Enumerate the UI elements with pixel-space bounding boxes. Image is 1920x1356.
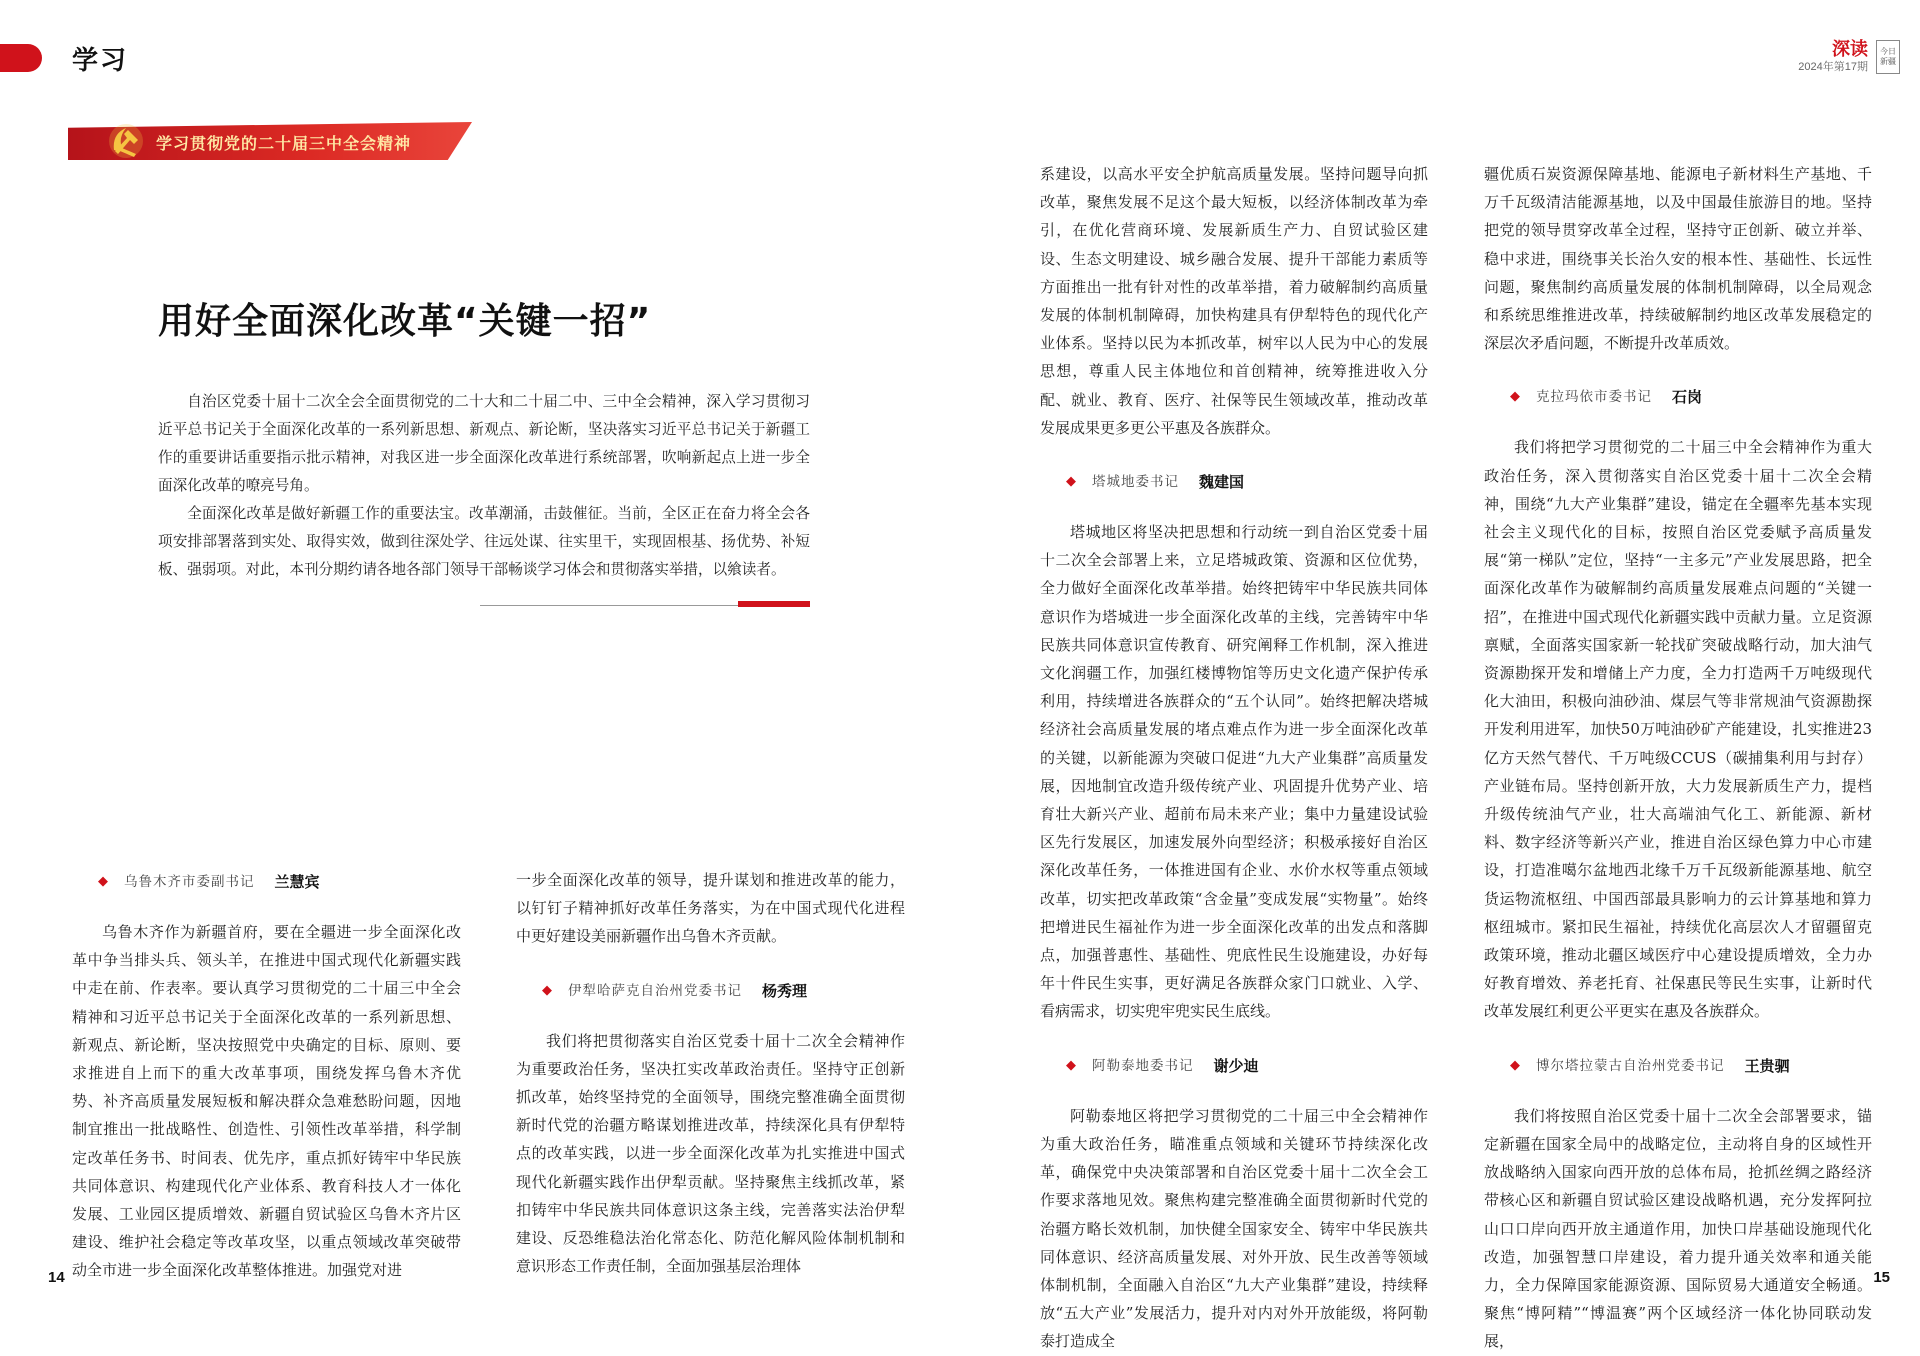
section-title: 学习: [72, 46, 129, 76]
diamond-icon: ◆: [1510, 1057, 1520, 1073]
author-role: 克拉玛依市委书记: [1536, 389, 1652, 406]
body-paragraph: 一步全面深化改革的领导，提升谋划和推进改革的能力，以钉钉子精神抓好改革任务落实，为在中国式现代化进程中更好建设美丽新疆作出乌鲁木齐贡献。: [516, 871, 905, 946]
column-banner-text: 学习贯彻党的二十届三中全会精神: [156, 134, 412, 153]
diamond-icon: ◆: [1510, 389, 1520, 405]
party-emblem-icon: [106, 120, 146, 162]
magazine-logo: 今日 新疆: [1876, 40, 1900, 74]
divider-accent: [738, 601, 810, 607]
author-byline: [1484, 1052, 1872, 1080]
page-number: 14: [48, 1269, 65, 1286]
author-role: 博尔塔拉蒙古自治州党委书记: [1536, 1057, 1725, 1074]
author-byline: [72, 868, 461, 896]
author-name: 魏建国: [1199, 472, 1245, 491]
author-byline: [1040, 468, 1428, 496]
author-name: 谢少迪: [1213, 1056, 1259, 1075]
author-role: 塔城地委书记: [1092, 473, 1179, 490]
body-paragraph: 系建设，以高水平安全护航高质量发展。坚持问题导向抓改革，聚焦发展不足这个最大短板，以经济体制改革为牵引，在优化营商环境、发展新质生产力、自贸试验区建设、生态文明建设、城乡融合发展、提升干部能力素质等方面推出一批有针对性的改革举措，着力破解制约高质量发展的体制机制障碍，加快构建具有伊犁特色的现代化产业体系。坚持以民为本抓改革，树牢以人民为中心的发展思想，尊重人民主体地位和首创精神，统筹推进收入分配、就业、教育、医疗、社保等民生领域改革，推动改革发展成果更多更公平惠及各族群众。: [1040, 165, 1428, 437]
intro-paragraph: 自治区党委十届十二次全会全面贯彻党的二十大和二十届二中、三中全会精神，深入学习贯彻习近平总书记关于全面深化改革的一系列新思想、新观点、新论断，坚决落实习近平总书记关于新疆工作的重要讲话重要指示批示精神，对我区进一步全面深化改革进行系统部署，吹响新起点上进一步全面深化改革的嘹亮号角。: [158, 393, 810, 494]
author-byline: [1484, 383, 1872, 411]
body-paragraph: 塔城地区将坚决把思想和行动统一到自治区党委十届十二次全会部署上来，立足塔城政策、资源和区位优势，全力做好全面深化改革举措。始终把铸牢中华民族共同体意识作为塔城进一步全面深化改革的主线，完善铸牢中华民族共同体意识宣传教育、研究阐释工作机制，深入推进文化润疆工作，加强红楼博物馆等历史文化遗产保护传承利用，持续增进各族群众的“五个认同”。始终把解决塔城经济社会高质量发展的堵点难点作为进一步全面深化改革的关键，以新能源为突破口促进“九大产业集群”高质量发展，因地制宜改造升级传统产业、巩固提升优势产业、培育壮大新兴产业、超前布局未来产业；集中力量建设试验区先行发展区，加速发展外向型经济；积极承接好自治区深化改革任务，一体推进国有企业、水价水权等重点领域改革，切实把改革政策“含金量”变成发展“实物量”。始终把增进民生福祉作为进一步全面深化改革的出发点和落脚点，加强普惠性、基础性、兜底性民生设施建设，办好每年十件民生实事，更好满足各族群众家门口就业、入学、看病需求，切实兜牢兜实民生底线。: [1040, 523, 1428, 1021]
magazine-column-name: 深读: [1832, 39, 1868, 60]
author-byline: [516, 977, 905, 1005]
author-name: 兰慧宾: [274, 872, 320, 891]
text-column-2: [516, 866, 905, 1280]
diamond-icon: ◆: [98, 873, 108, 889]
author-name: 石岗: [1672, 388, 1703, 407]
author-role: 阿勒泰地委书记: [1092, 1057, 1194, 1074]
page-number: 15: [1873, 1269, 1890, 1286]
body-paragraph: 疆优质石炭资源保障基地、能源电子新材料生产基地、千万千瓦级清洁能源基地，以及中国最佳旅游目的地。坚持把党的领导贯穿改革全过程，坚持守正创新、破立并举、稳中求进，围绕事关长治久安的根本性、基础性、长远性问题，聚焦制约高质量发展的体制机制障碍，以全局观念和系统思维推进改革，持续破解制约地区改革发展稳定的深层次矛盾问题，不断提升改革质效。: [1484, 165, 1872, 353]
body-paragraph: 我们将把学习贯彻党的二十届三中全会精神作为重大政治任务，深入贯彻落实自治区党委十届十二次全会精神，围绕“九大产业集群”建设，锚定在全疆率先基本实现社会主义现代化的目标，按照自治区党委赋予高质量发展“第一梯队”定位，坚持“一主多元”产业发展思路，把全面深化改革作为破解制约高质量发展难点问题的“关键一招”，在推进中国式现代化新疆实践中贡献力量。立足资源禀赋，全面落实国家新一轮找矿突破战略行动，加大油气资源勘探开发和增储上产力度，全力打造两千万吨级现代化大油田，积极向油砂油、煤层气等非常规油气资源勘探开发利用进军，加快50万吨油砂矿产能建设，扎实推进23亿方天然气替代、千万吨级CCUS（碳捕集利用与封存）产业链布局。坚持创新开放，大力发展新质生产力，提档升级传统油气产业，壮大高端油气化工、新能源、新材料、数字经济等新兴产业，推进自治区绿色算力中心市建设，打造准噶尔盆地西北缘千万千瓦级新能源基地、航空货运物流枢纽、中国西部最具影响力的云计算基地和算力枢纽城市。紧扣民生福祉，持续优化高层次人才留疆留克政策环境，推动北疆区域医疗中心建设提质增效，全力办好教育增效、养老托育、社保惠民等民生实事，让新时代改革发展红利更公平更实在惠及各族群众。: [1484, 438, 1872, 1021]
section-marker: [0, 44, 42, 72]
body-paragraph: 我们将按照自治区党委十届十二次全会部署要求，锚定新疆在国家全局中的战略定位，主动将自身的区域性开放战略纳入国家向西开放的总体布局，抢抓丝绸之路经济带核心区和新疆自贸试验区建设战略机遇，充分发挥阿拉山口口岸向西开放主通道作用，加快口岸基础设施现代化改造，加强智慧口岸建设，着力提升通关效率和通关能力，全力保障国家能源资源、国际贸易大通道安全畅通。聚焦“博阿精”“博温赛”两个区域经济一体化协同联动发展，: [1484, 1106, 1872, 1351]
author-role: 乌鲁木齐市委副书记: [124, 873, 255, 890]
body-paragraph: 阿勒泰地区将把学习贯彻党的二十届三中全会精神作为重大政治任务，瞄准重点领域和关键环节持续深化改革，确保党中央决策部署和自治区党委十届十二次全会工作要求落地见效。聚焦构建完整准确全面贯彻新时代党的治疆方略长效机制，加快健全国家安全、铸牢中华民族共同体意识、经济高质量发展、对外开放、民生改善等领域体制机制，全面融入自治区“九大产业集群”建设，持续释放“五大产业”发展活力，提升对内对外开放能级，将阿勒泰打造成全: [1040, 1106, 1428, 1351]
author-name: 杨秀理: [762, 981, 808, 1000]
article-intro: [158, 388, 810, 584]
body-paragraph: 我们将把贯彻落实自治区党委十届十二次全会精神作为重要政治任务，坚决扛实改革政治责任。坚持守正创新抓改革，始终坚持党的全面领导，围绕完整准确全面贯彻新时代党的治疆方略谋划推进改革，持续深化具有伊犁特点的改革实践，以进一步全面深化改革为扎实推进中国式现代化新疆实践作出伊犁贡献。坚持聚焦主线抓改革，紧扣铸牢中华民族共同体意识这条主线，完善落实法治伊犁建设、反恐维稳法治化常态化、防范化解风险体制机制和意识形态工作责任制，全面加强基层治理体: [516, 1031, 905, 1276]
diamond-icon: ◆: [1066, 1057, 1076, 1073]
intro-paragraph: 全面深化改革是做好新疆工作的重要法宝。改革潮涌，击鼓催征。当前，全区正在奋力将全会各项安排部署落到实处、取得实效，做到往深处学、往远处谋、往实里干，实现固根基、扬优势、补短板、强弱项。对此，本刊分期约请各地各部门领导干部畅谈学习体会和贯彻落实举措，以飨读者。: [158, 505, 810, 578]
diamond-icon: ◆: [542, 982, 552, 998]
issue-number: 2024年第17期: [1798, 61, 1868, 73]
diamond-icon: ◆: [1066, 473, 1076, 489]
body-paragraph: 乌鲁木齐作为新疆首府，要在全疆进一步全面深化改革中争当排头兵、领头羊，在推进中国式现代化新疆实践中走在前、作表率。要认真学习贯彻党的二十届三中全会精神和习近平总书记关于全面深化改革的一系列新思想、新观点、新论断，坚决按照党中央确定的目标、原则、要求推进自上而下的重大改革事项，围绕发挥乌鲁木齐优势、补齐高质量发展短板和解决群众急难愁盼问题，因地制宜推出一批战略性、创造性、引领性改革举措，科学制定改革任务书、时间表、优先序，重点抓好铸牢中华民族共同体意识、构建现代化产业体系、教育科技人才一体化发展、工业园区提质增效、新疆自贸试验区乌鲁木齐片区建设、维护社会稳定等改革攻坚，以重点领域改革突破带动全市进一步全面深化改革整体推进。加强党对进: [72, 923, 461, 1280]
text-column-1: [72, 866, 461, 1285]
author-name: 王贵驷: [1744, 1056, 1790, 1075]
author-byline: [1040, 1052, 1428, 1080]
right-page: [960, 0, 1920, 1351]
text-column-3: [1040, 160, 1428, 1356]
text-column-4: [1484, 160, 1872, 1356]
left-page: [0, 0, 960, 1307]
author-role: 伊犁哈萨克自治州党委书记: [568, 982, 742, 999]
article-headline: 用好全面深化改革“关键一招”: [158, 301, 652, 342]
magazine-header: [1798, 40, 1900, 74]
